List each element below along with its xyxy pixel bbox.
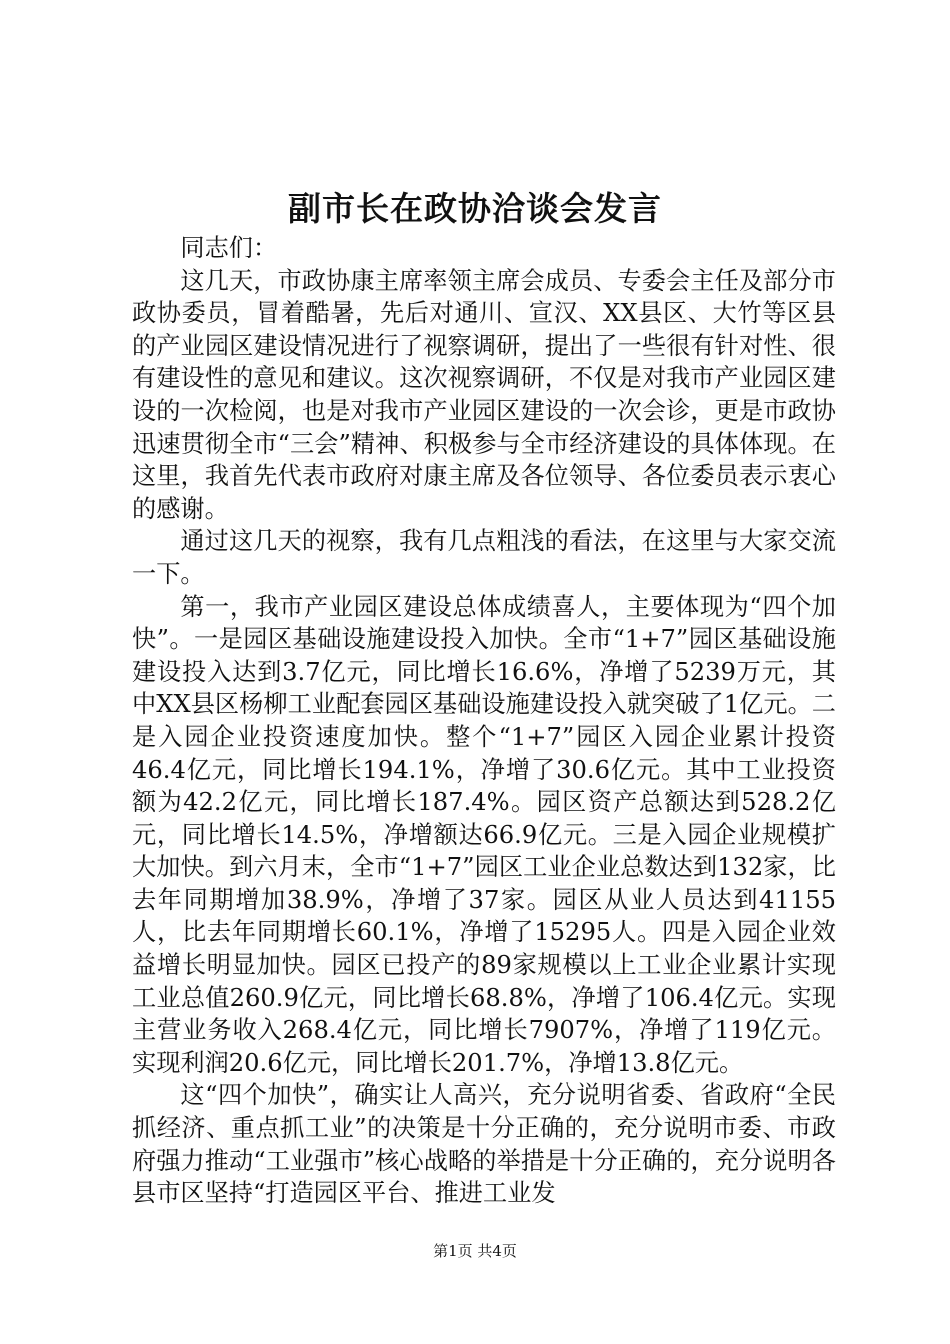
summary-paragraph: 这“四个加快”，确实让人高兴，充分说明省委、省政府“全民抓经济、重点抓工业”的决策是十分正确的，充分说明市委、市政府强力推动“工业强市”核心战略的举措是十分正确的，充分说明各县市区坚持“打造园区平台、推进工业发 [132, 1081, 836, 1208]
document-body [132, 232, 836, 1210]
intro-paragraph: 这几天，市政协康主席率领主席会成员、专委会主任及部分市政协委员，冒着酷暑，先后对通川、宣汉、XX县区、大竹等区县的产业园区建设情况进行了视察调研，提出了一些很有针对性、很有建设性的意见和建议。这次视察调研，不仅是对我市产业园区建设的一次检阅，也是对我市产业园区建设的一次会诊，更是市政协迅速贯彻全市“三会”精神、积极参与全市经济建设的具体体现。在这里，我首先代表市政府对康主席及各位领导、各位委员表示衷心的感谢。 [132, 266, 836, 523]
page-number-footer: 第1页 共4页 [433, 1242, 517, 1260]
salutation-paragraph: 同志们： [180, 234, 278, 262]
document-title: 副市长在政协洽谈会发言 [288, 189, 662, 228]
first-point-paragraph: 第一，我市产业园区建设总体成绩喜人，主要体现为“四个加快”。一是园区基础设施建设投入加快。全市“1+7”园区基础设施建设投入达到3.7亿元，同比增长16.6%，净增了5239万元，其中XX县区杨柳工业配套园区基础设施建设投入就突破了1亿元。二是入园企业投资速度加快。整个“1+7”园区入园企业累计投资46.4亿元，同比增长194.1%，净增了30.6亿元。其中工业投资额为42.2亿元，同比增长187.4%。园区资产总额达到528.2亿元，同比增长14.5%，净增额达66.9亿元。三是入园企业规模扩大加快。到六月末，全市“1+7”园区工业企业总数达到132家，比去年同期增加38.9%，净增了37家。园区从业人员达到41155人，比去年同期增长60.1%，净增了15295人。四是入园企业效益增长明显加快。园区已投产的89家规模以上工业企业累计实现工业总值260.9亿元，同比增长68.8%，净增了106.4亿元。实现主营业务收入268.4亿元，同比增长7907%，净增了119亿元。实现利润20.6亿元，同比增长201.7%，净增13.8亿元。 [132, 592, 836, 1077]
transition-paragraph: 通过这几天的视察，我有几点粗浅的看法，在这里与大家交流一下。 [132, 527, 836, 588]
